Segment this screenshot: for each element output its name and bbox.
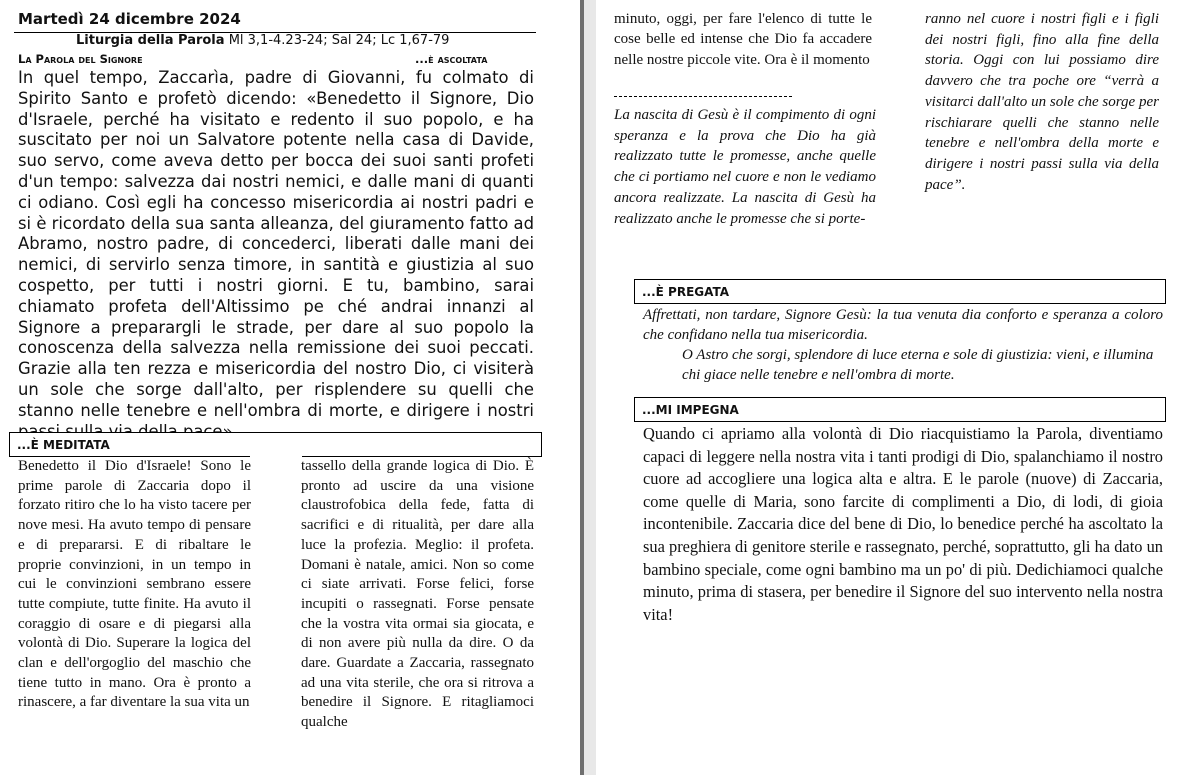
meditation-quote-column-1: La nascita di Gesù è il compimento di ogni speranza e la prova che Dio ha già realizzato tutte le promesse, anche quelle che ci portiamo nel cuore e non le vediamo ancora realizzate. La nascita di Gesù ha realizzato anche le promesse che si porte- [614,107,876,227]
page-gutter [580,0,596,775]
meditation-quote-column-2: ranno nel cuore i nostri figli e i figli dei nostri figli, fino alla fine della storia. Oggi con lui possiamo dire davvero che tra poche ore “verrà a visitarci dall'alto un sole che sorge per rischiarare quelli che stanno nelle tenebre e nell'ombra della morte e dirigere i nostri passi sulla via della pace”. [925,11,1159,193]
gospel-text: In quel tempo, Zaccarìa, padre di Giovanni, fu colmato di Spirito Santo e profetò dicendo: «Benedetto il Signore, Dio d'Israele, perché ha visitato e redento il suo popolo, e ha suscitato per noi un Salvatore potente nella casa di Davide, suo servo, come aveva detto per bocca dei suoi santi profeti d'un tempo: salvezza dai nostri nemici, e dalle mani di quanti ci odiano. Così egli ha concesso misericordia ai nostri padri e si è ricordato della sua santa alleanza, del giuramento fatto ad Abramo, nostro padre, di concederci, liberati dalle mani dei nemici, di servirlo senza timore, in santità e giustizia al suo cospetto, per tutti i nostri giorni. E tu, bambino, sarai chiamato profeta dell'Altissimo pe ché andrai innanzi al Signore a preparargli le strade, per dare al suo popolo la conoscenza della salvezza nella remissione dei suoi peccati. Grazie alla ten rezza e misericordia del nostro Dio, ci visiterà un sole che sorge dall'alto, per risplendere su quelli che stanno nelle tenebre e nell'ombra di morte, e dirigere i nostri [18,68,534,420]
prayed-label: ...È PREGATA [642,285,730,299]
prayed-section-header [634,279,1166,304]
commitment-text: Quando ci apriamo alla volontà di Dio riacquistiamo la Parola, diventiamo capaci di leggere nella nostra vita i tanti prodigi di Dio, spalanchiamo il nostro cuore ad accogliere una logica alta e altra. E le parole (nuove) di Zaccaria, come quelle di Maria, sono farcite di complimenti a Dio, di lodi, di gioia incontenibile. Zaccaria dice del bene di Dio, lo benedice perché ha ascoltato la sua preghiera di genitore sterile e rassegnato, perché, soprattutto, gli ha dato un bambino speciale, come ogni bambino ma un po' di più. Dedichiamoci qualche minuto, prima di stasera, per benedire il Signore del suo intervento nella nostra vita! [643,424,1163,624]
prayer-text: Affrettati, non tardare, Signore Gesù: la tua venuta dia conforto e speranza a coloro che confidano nella tua misericordia. [643,307,1163,343]
meditated-section-header [9,432,542,457]
meditation-column-3: minuto, oggi, per fare l'elenco di tutte le cose belle ed intense che Dio fa accadere nelle nostre piccole vite. Ora è il momento [614,11,872,68]
gutter-shadow [580,0,584,775]
left-page [0,0,580,775]
commitment-section-header [634,397,1166,422]
liturgy-line [76,33,449,48]
liturgy-refs: Ml 3,1-4.23-24; Sal 24; Lc 1,67-79 [228,33,450,48]
meditation-column-2: tassello della grande logica di Dio. È pronto ad uscire da una visione claustrofobica della fede, fatta di sacrifici e di ritualità, per dare alla luce la profezia. Meglio: il profeta. Domani è natale, amici. Non so come ci siate arrivati. Forse felici, forse incupiti o rassegnati. Forse pensate che la vostra vita ormai sia giocata, e di non avere più nulla da dire. O da dare. Guardate a Zaccaria, rassegnato ad una vita sterile, che ora si ritrova a benedire il Signore. E ritagliamoci qualche [301,458,534,731]
word-of-lord-label: La Parola del Signore [18,52,143,66]
column-gap-notch [250,455,302,459]
dashed-divider [614,96,792,97]
antiphon-text: O Astro che sorgi, splendore di luce eterna e sole di giustizia: vieni, e illumina chi giace nelle tenebre e nell'ombra di morte. [682,347,1154,383]
commitment-label: ...MI IMPEGNA [642,403,739,417]
listened-label: ...è ascoltata [415,52,488,66]
meditated-label: ...È MEDITATA [17,438,110,452]
meditation-column-1: Benedetto il Dio d'Israele! Sono le prime parole di Zaccaria dopo il forzato ritiro che lo ha visto tacere per nove mesi. Ha avuto tempo di pensare e di prepararsi. E di ribaltare le proprie convinzioni, in un tempo in cui le convinzioni sembrano essere tutte compiute, tutte finite. Ha avuto il coraggio di osare e di piegarsi alla volontà di Dio. Superare la logica del clan e dell'orgoglio del maschio che tiene tutto in mano. Ora è pronto a rinascere, a far diventare la sua vita un [18,458,251,711]
liturgy-title: Liturgia della Parola [76,33,225,48]
date-heading: Martedì 24 dicembre 2024 [18,10,241,28]
right-page [596,0,1179,775]
